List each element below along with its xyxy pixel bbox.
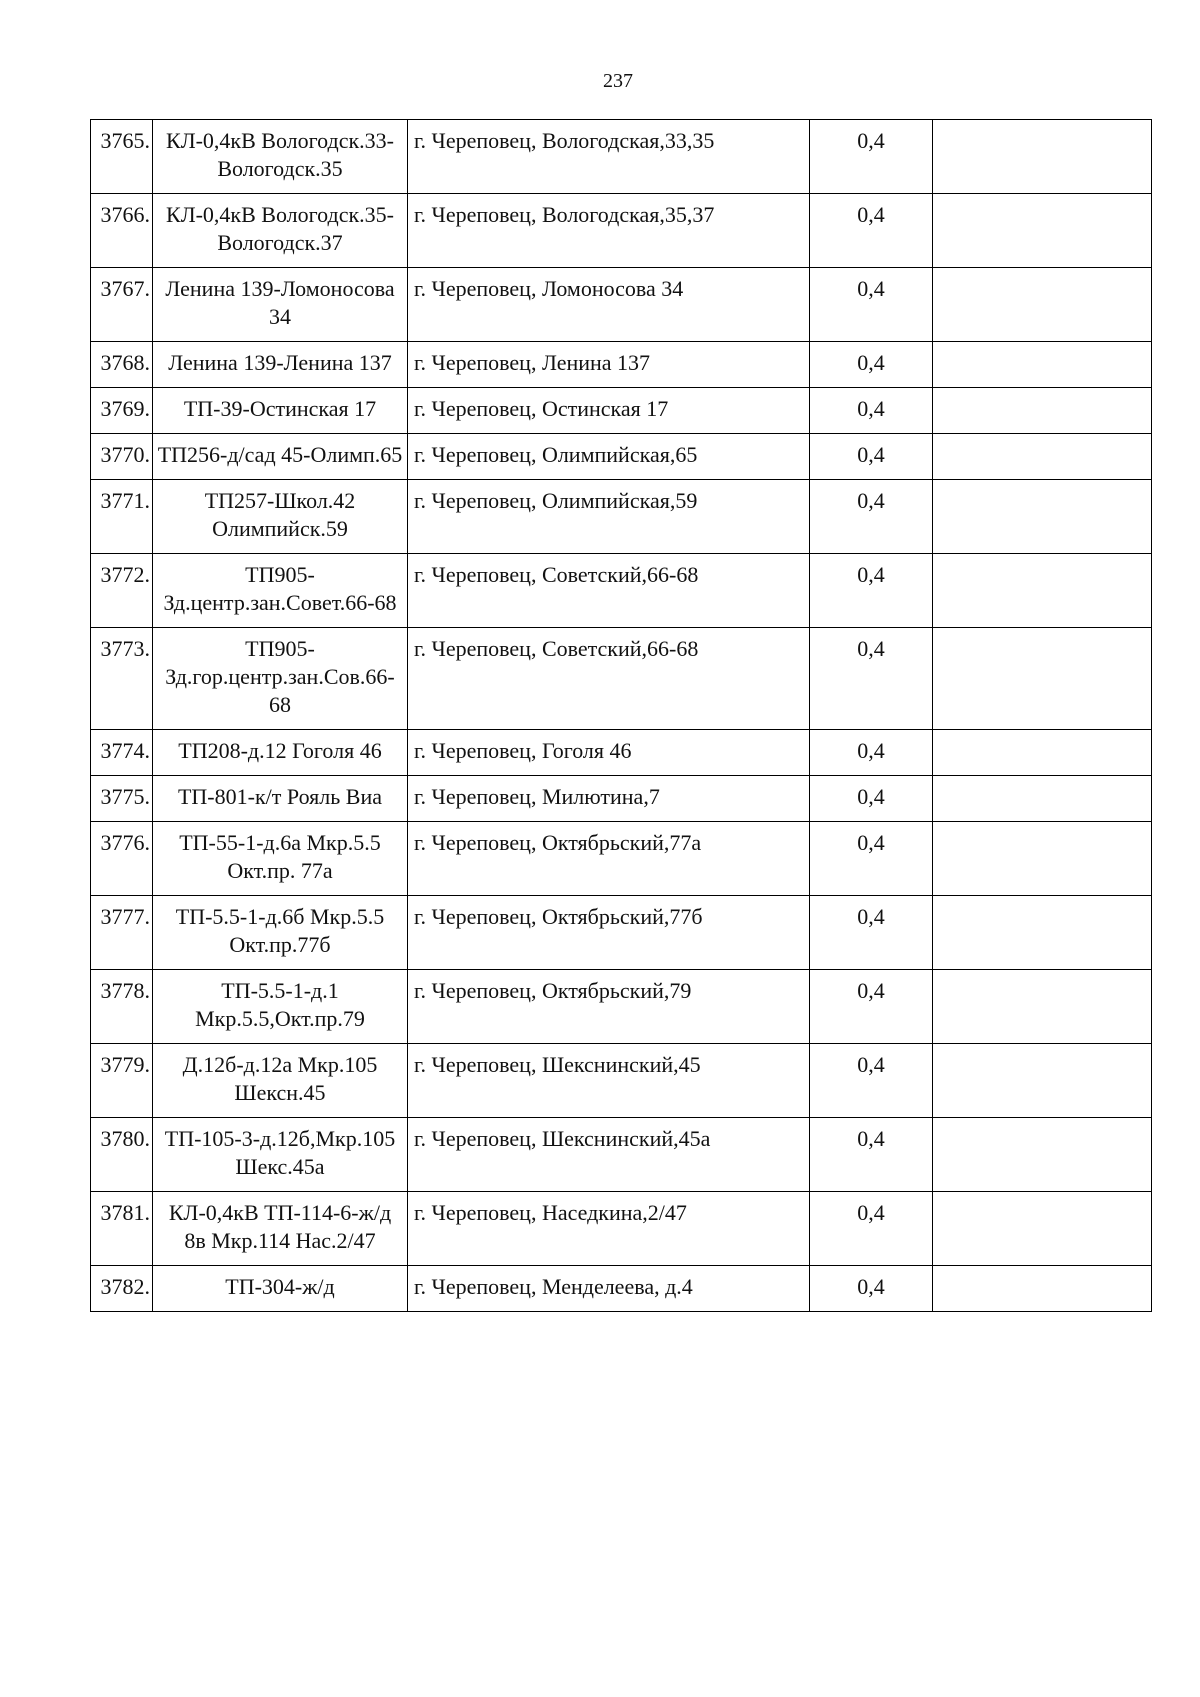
empty-cell	[933, 776, 1152, 822]
table-row	[91, 1118, 1152, 1192]
empty-cell	[933, 194, 1152, 268]
table-row	[91, 434, 1152, 480]
page-number: 237	[603, 70, 633, 92]
object-address: г. Череповец, Советский,66-68	[408, 554, 810, 628]
table-row	[91, 730, 1152, 776]
empty-cell	[933, 388, 1152, 434]
voltage-value: 0,4	[810, 388, 933, 434]
row-number: 3777.	[91, 896, 153, 970]
object-address: г. Череповец, Ленина 137	[408, 342, 810, 388]
object-address: г. Череповец, Октябрьский,77а	[408, 822, 810, 896]
voltage-value: 0,4	[810, 776, 933, 822]
row-number: 3767.	[91, 268, 153, 342]
voltage-value: 0,4	[810, 1118, 933, 1192]
object-name: ТП-801-к/т Рояль Виа	[153, 776, 408, 822]
empty-cell	[933, 480, 1152, 554]
row-number: 3765.	[91, 120, 153, 194]
voltage-value: 0,4	[810, 970, 933, 1044]
object-address: г. Череповец, Октябрьский,79	[408, 970, 810, 1044]
empty-cell	[933, 434, 1152, 480]
row-number: 3766.	[91, 194, 153, 268]
object-name: ТП-5.5-1-д.6б Мкр.5.5 Окт.пр.77б	[153, 896, 408, 970]
empty-cell	[933, 896, 1152, 970]
objects-table	[90, 119, 1152, 1312]
voltage-value: 0,4	[810, 1192, 933, 1266]
object-name: ТП208-д.12 Гоголя 46	[153, 730, 408, 776]
object-address: г. Череповец, Гоголя 46	[408, 730, 810, 776]
object-name: ТП-5.5-1-д.1 Мкр.5.5,Окт.пр.79	[153, 970, 408, 1044]
table-row	[91, 554, 1152, 628]
object-name: ТП256-д/сад 45-Олимп.65	[153, 434, 408, 480]
table-row	[91, 1266, 1152, 1312]
row-number: 3775.	[91, 776, 153, 822]
row-number: 3771.	[91, 480, 153, 554]
empty-cell	[933, 628, 1152, 730]
row-number: 3772.	[91, 554, 153, 628]
object-name: КЛ-0,4кВ Вологодск.35-Вологодск.37	[153, 194, 408, 268]
table-row	[91, 970, 1152, 1044]
object-address: г. Череповец, Советский,66-68	[408, 628, 810, 730]
table-row	[91, 342, 1152, 388]
row-number: 3774.	[91, 730, 153, 776]
object-address: г. Череповец, Шекснинский,45а	[408, 1118, 810, 1192]
object-name: ТП905-Зд.центр.зан.Совет.66-68	[153, 554, 408, 628]
empty-cell	[933, 730, 1152, 776]
row-number: 3773.	[91, 628, 153, 730]
voltage-value: 0,4	[810, 434, 933, 480]
empty-cell	[933, 1266, 1152, 1312]
object-name: КЛ-0,4кВ Вологодск.33-Вологодск.35	[153, 120, 408, 194]
row-number: 3769.	[91, 388, 153, 434]
table-row	[91, 776, 1152, 822]
voltage-value: 0,4	[810, 268, 933, 342]
object-address: г. Череповец, Остинская 17	[408, 388, 810, 434]
table-row	[91, 268, 1152, 342]
object-name: ТП257-Школ.42 Олимпийск.59	[153, 480, 408, 554]
object-address: г. Череповец, Шекснинский,45	[408, 1044, 810, 1118]
row-number: 3780.	[91, 1118, 153, 1192]
row-number: 3782.	[91, 1266, 153, 1312]
object-name: ТП-55-1-д.6а Мкр.5.5 Окт.пр. 77а	[153, 822, 408, 896]
object-address: г. Череповец, Олимпийская,65	[408, 434, 810, 480]
table-row	[91, 480, 1152, 554]
object-address: г. Череповец, Ломоносова 34	[408, 268, 810, 342]
voltage-value: 0,4	[810, 342, 933, 388]
voltage-value: 0,4	[810, 120, 933, 194]
table-row	[91, 120, 1152, 194]
object-address: г. Череповец, Вологодская,33,35	[408, 120, 810, 194]
empty-cell	[933, 1118, 1152, 1192]
empty-cell	[933, 268, 1152, 342]
row-number: 3781.	[91, 1192, 153, 1266]
voltage-value: 0,4	[810, 822, 933, 896]
table-row	[91, 896, 1152, 970]
object-address: г. Череповец, Вологодская,35,37	[408, 194, 810, 268]
voltage-value: 0,4	[810, 730, 933, 776]
voltage-value: 0,4	[810, 1044, 933, 1118]
empty-cell	[933, 1044, 1152, 1118]
table-row	[91, 822, 1152, 896]
objects-table-body	[91, 120, 1152, 1312]
object-address: г. Череповец, Милютина,7	[408, 776, 810, 822]
object-name: Ленина 139-Ленина 137	[153, 342, 408, 388]
table-row	[91, 388, 1152, 434]
empty-cell	[933, 970, 1152, 1044]
row-number: 3770.	[91, 434, 153, 480]
object-name: ТП905-Зд.гор.центр.зан.Сов.66-68	[153, 628, 408, 730]
object-address: г. Череповец, Олимпийская,59	[408, 480, 810, 554]
object-name: Д.12б-д.12а Мкр.105 Шексн.45	[153, 1044, 408, 1118]
table-row	[91, 1192, 1152, 1266]
row-number: 3779.	[91, 1044, 153, 1118]
object-name: ТП-304-ж/д	[153, 1266, 408, 1312]
object-name: ТП-105-3-д.12б,Мкр.105 Шекс.45а	[153, 1118, 408, 1192]
object-name: ТП-39-Остинская 17	[153, 388, 408, 434]
empty-cell	[933, 554, 1152, 628]
empty-cell	[933, 822, 1152, 896]
row-number: 3776.	[91, 822, 153, 896]
object-name: Ленина 139-Ломоносова 34	[153, 268, 408, 342]
voltage-value: 0,4	[810, 554, 933, 628]
empty-cell	[933, 342, 1152, 388]
voltage-value: 0,4	[810, 1266, 933, 1312]
object-address: г. Череповец, Октябрьский,77б	[408, 896, 810, 970]
voltage-value: 0,4	[810, 628, 933, 730]
row-number: 3778.	[91, 970, 153, 1044]
empty-cell	[933, 120, 1152, 194]
object-address: г. Череповец, Менделеева, д.4	[408, 1266, 810, 1312]
object-address: г. Череповец, Наседкина,2/47	[408, 1192, 810, 1266]
voltage-value: 0,4	[810, 896, 933, 970]
empty-cell	[933, 1192, 1152, 1266]
table-row	[91, 194, 1152, 268]
row-number: 3768.	[91, 342, 153, 388]
object-name: КЛ-0,4кВ ТП-114-6-ж/д 8в Мкр.114 Нас.2/47	[153, 1192, 408, 1266]
table-row	[91, 628, 1152, 730]
voltage-value: 0,4	[810, 194, 933, 268]
voltage-value: 0,4	[810, 480, 933, 554]
table-row	[91, 1044, 1152, 1118]
